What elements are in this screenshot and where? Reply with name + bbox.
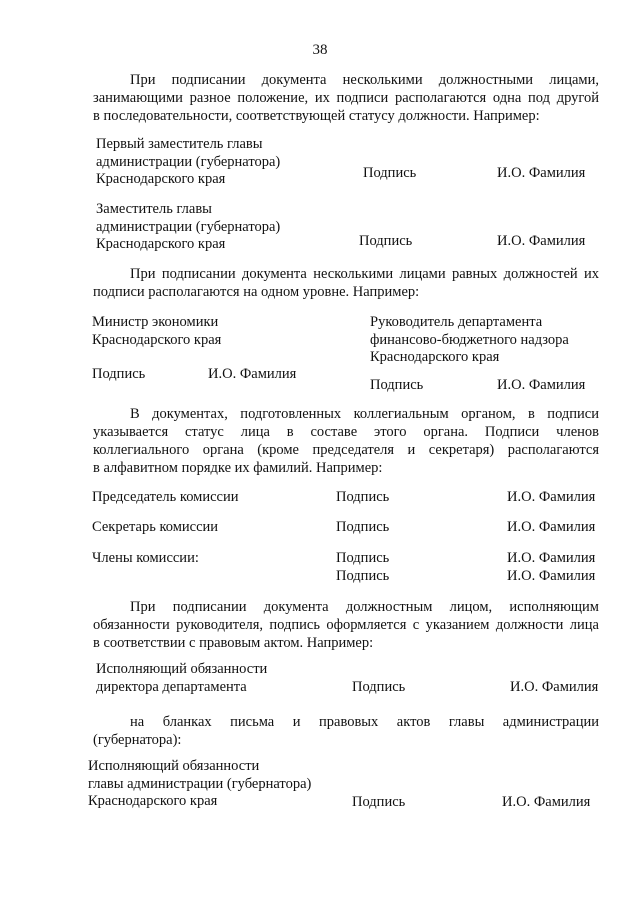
- signer-name: И.О. Фамилия: [507, 489, 596, 505]
- commission-members-label: Члены комиссии:: [92, 550, 199, 566]
- signature-placeholder: Подпись: [370, 377, 424, 393]
- signer-name: И.О. Фамилия: [507, 568, 596, 584]
- signature-title-first-deputy: Первый заместитель главы администрации (губернатора) Краснодарского края: [96, 136, 281, 187]
- signature-placeholder: Подпись: [336, 489, 390, 505]
- signer-name: И.О. Фамилия: [497, 165, 586, 181]
- signer-name: И.О. Фамилия: [497, 233, 586, 249]
- paragraph-multiple-signers: При подписании документа несколькими должностными лицами, занимающими разное положение, их подписи располагаются одна под другой в последовательности, соответствующей статусу должности. Например:: [93, 72, 599, 124]
- signature-placeholder: Подпись: [363, 165, 417, 181]
- signature-placeholder: Подпись: [336, 568, 390, 584]
- signer-name: И.О. Фамилия: [507, 519, 596, 535]
- signature-placeholder: Подпись: [359, 233, 413, 249]
- signature-title-deputy: Заместитель главы администрации (губернатора) Краснодарского края: [96, 201, 281, 252]
- signature-title-department-head: Руководитель департамента финансово-бюджетного надзора Краснодарского края: [370, 314, 569, 365]
- signature-placeholder: Подпись: [92, 366, 146, 382]
- signature-title-minister: Министр экономики Краснодарского края: [92, 314, 222, 348]
- paragraph-equal-signers: При подписании документа несколькими лицами равных должностей их подписи располагаются на одном уровне. Например:: [93, 266, 599, 300]
- signer-name: И.О. Фамилия: [510, 679, 599, 695]
- signature-placeholder: Подпись: [352, 679, 406, 695]
- paragraph-acting-official: При подписании документа должностным лицом, исполняющим обязанности руководителя, подпись оформляется с указанием должности лица в соответствии с правовым актом. Например:: [93, 599, 599, 651]
- signature-placeholder: Подпись: [352, 794, 406, 810]
- signer-name: И.О. Фамилия: [497, 377, 586, 393]
- signature-placeholder: Подпись: [336, 550, 390, 566]
- commission-chair-label: Председатель комиссии: [92, 489, 239, 505]
- signature-title-acting-director: Исполняющий обязанности директора департамента: [96, 661, 268, 695]
- signer-name: И.О. Фамилия: [507, 550, 596, 566]
- signature-placeholder: Подпись: [336, 519, 390, 535]
- signer-name: И.О. Фамилия: [502, 794, 591, 810]
- signer-name: И.О. Фамилия: [208, 366, 297, 382]
- page-number: 38: [312, 42, 328, 58]
- commission-secretary-label: Секретарь комиссии: [92, 519, 219, 535]
- paragraph-letterheads: на бланках письма и правовых актов главы администрации (губернатора):: [93, 714, 599, 748]
- signature-title-acting-governor: Исполняющий обязанности главы администрации (губернатора) Краснодарского края: [88, 758, 312, 809]
- paragraph-collegial-body: В документах, подготовленных коллегиальным органом, в подписи указывается статус лица в составе этого органа. Подписи членов коллегиального органа (кроме председателя и секретаря) располагаются в алфавитном порядке их фамилий. Например:: [93, 406, 599, 476]
